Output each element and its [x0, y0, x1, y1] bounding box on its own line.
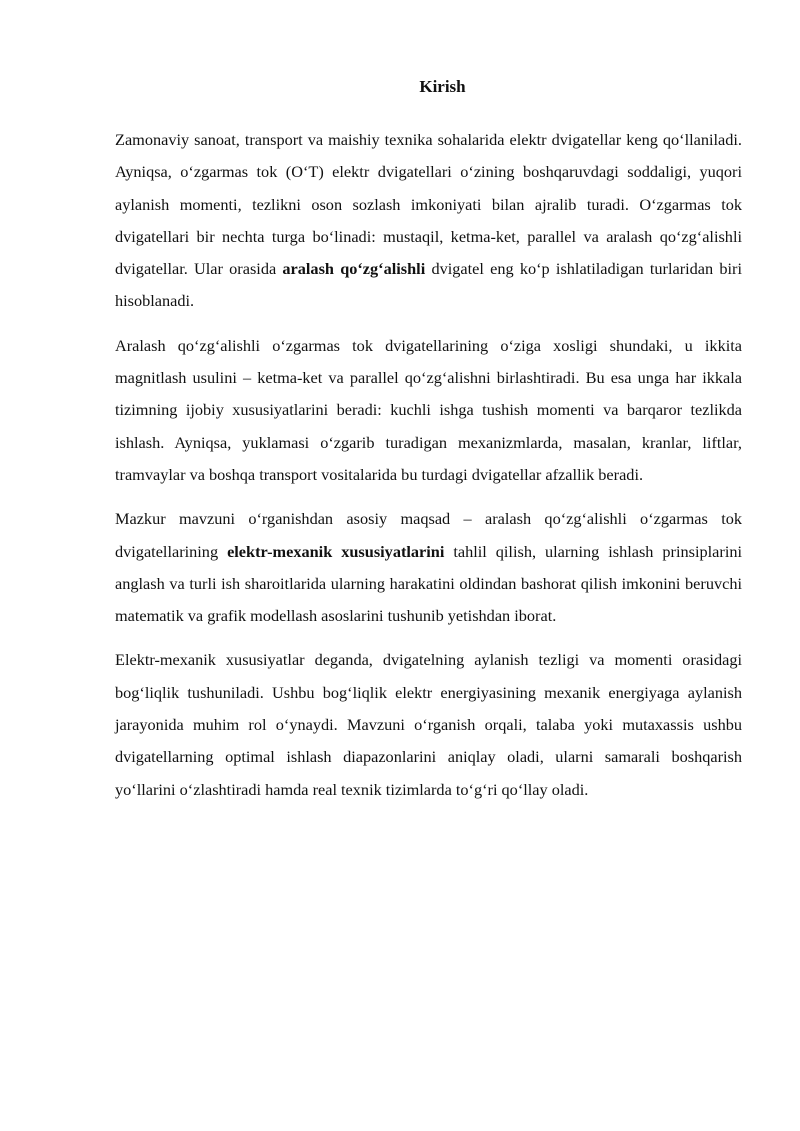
paragraph-text: Aralash qo‘zg‘alishli o‘zgarmas tok dvigatellarining o‘ziga xosligi shundaki, u ikkita magnitlash usulini – ketma-ket va parallel qo‘zg‘alishni birlashtiradi. Bu esa unga har ikkala tizimning ijobiy xususiyatlarini beradi: kuchli ishga tushish momenti va barqaror tezlikda ishlash. Ayniqsa, yuklamasi o‘zgarib turadigan mexanizmlarda, masalan, kranlar, liftlar, tramvaylar va boshqa transport vositalarida bu turdagi dvigatellar afzallik beradi. [115, 335, 742, 484]
paragraph-text: tahlil qilish, ularning ishlash prinsiplarini anglash va turli ish sharoitlarida ularning harakatini oldindan bashorat qilish imkonini beruvchi matematik va grafik modellash asoslarini tushunib yetishdan iborat. [115, 541, 743, 626]
paragraph-text: Mazkur mavzuni o‘rganishdan asosiy maqsad – aralash qo‘zg‘alishli o‘zgarmas tok dvigatellarining [115, 509, 742, 561]
bold-term: aralash qo‘zg‘alishli [282, 259, 426, 279]
paragraph-text: dvigatel eng ko‘p ishlatiladigan turlaridan biri hisoblanadi. [115, 259, 742, 311]
paragraph-purpose [115, 503, 742, 632]
paragraph-mixed-excitation [115, 330, 742, 491]
document-title: Kirish [419, 77, 466, 96]
bold-term: elektr-mexanik xususiyatlarini [227, 541, 445, 561]
paragraph-characteristics [115, 644, 742, 805]
paragraph-intro [115, 124, 742, 318]
paragraph-text: Elektr-mexanik xususiyatlar deganda, dvigatelning aylanish tezligi va momenti orasidagi bog‘liqlik tushuniladi. Ushbu bog‘liqlik elektr energiyasining mexanik energiyaga aylanish jarayonida muhim rol o‘ynaydi. Mavzuni o‘rganish orqali, talaba yoki mutaxassis ushbu dvigatellarning optimal ishlash diapazonlarini aniqlay oladi, ularni samarali boshqarish yo‘llarini o‘zlashtiradi hamda real texnik tizimlarda to‘g‘ri qo‘llay oladi. [115, 650, 742, 799]
paragraph-text: Zamonaviy sanoat, transport va maishiy texnika sohalarida elektr dvigatellar keng qo‘llaniladi. Ayniqsa, o‘zgarmas tok (O‘T) elektr dvigatellari o‘zining boshqaruvdagi soddaligi, yuqori aylanish momenti, tezlikni oson sozlash imkoniyati bilan ajralib turadi. O‘zgarmas tok dvigatellari bir nechta turga bo‘linadi: mustaqil, ketma-ket, parallel va aralash qo‘zg‘alishli dvigatellar. Ular orasida [115, 130, 742, 279]
